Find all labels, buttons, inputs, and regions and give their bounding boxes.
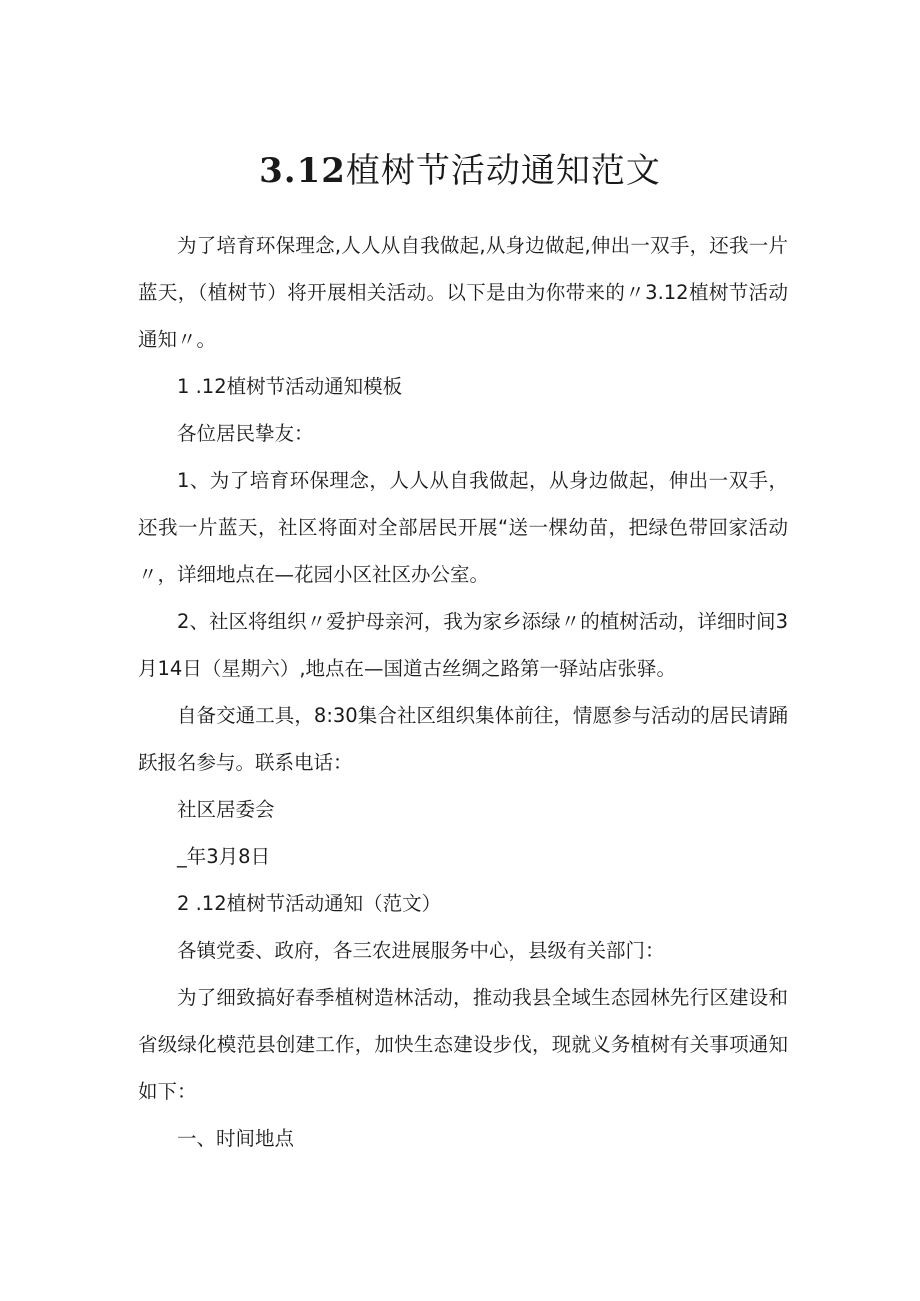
intro-paragraph: 为了培育环保理念,人人从自我做起,从身边做起,伸出一双手，还我一片蓝天，（植树节）将开展相关活动。以下是由为你带来的〃3.12植树节活动通知〃。: [138, 234, 788, 351]
signature-committee: 社区居委会: [177, 798, 275, 821]
item-2-paragraph: 2、社区将组织〃爱护母亲河，我为家乡添绿〃的植树活动，详细时间3月14日（星期六）,地点在—国道古丝绸之路第一驿站店张驿。: [138, 610, 788, 680]
salutation-departments: 各镇党委、政府，各三农进展服务中心，县级有关部门：: [177, 939, 665, 962]
title-number: 3.12: [259, 151, 346, 191]
subheading-time-place: 一、时间地点: [177, 1127, 295, 1150]
document-body: [138, 222, 788, 1162]
transport-paragraph: 自备交通工具，8:30集合社区组织集体前往，情愿参与活动的居民请踊跃报名参与。联系电话：: [138, 704, 788, 774]
section-heading-template: 1 .12植树节活动通知模板: [177, 375, 403, 398]
purpose-paragraph: 为了细致搞好春季植树造林活动，推动我县全域生态园林先行区建设和省级绿化模范县创建工作，加快生态建设步伐，现就义务植树有关事项通知如下：: [138, 986, 788, 1103]
item-1-paragraph: 1、为了培育环保理念，人人从自我做起，从身边做起，伸出一双手，还我一片蓝天，社区将面对全部居民开展“送一棵幼苗，把绿色带回家活动〃，详细地点在—花园小区社区办公室。: [138, 469, 788, 586]
salutation-residents: 各位居民挚友：: [177, 422, 314, 445]
document-title: [0, 148, 920, 194]
title-text: 植树节活动通知范文: [345, 151, 661, 191]
section-heading-sample: 2 .12植树节活动通知（范文）: [177, 892, 442, 915]
signature-date: _年3月8日: [177, 845, 271, 868]
